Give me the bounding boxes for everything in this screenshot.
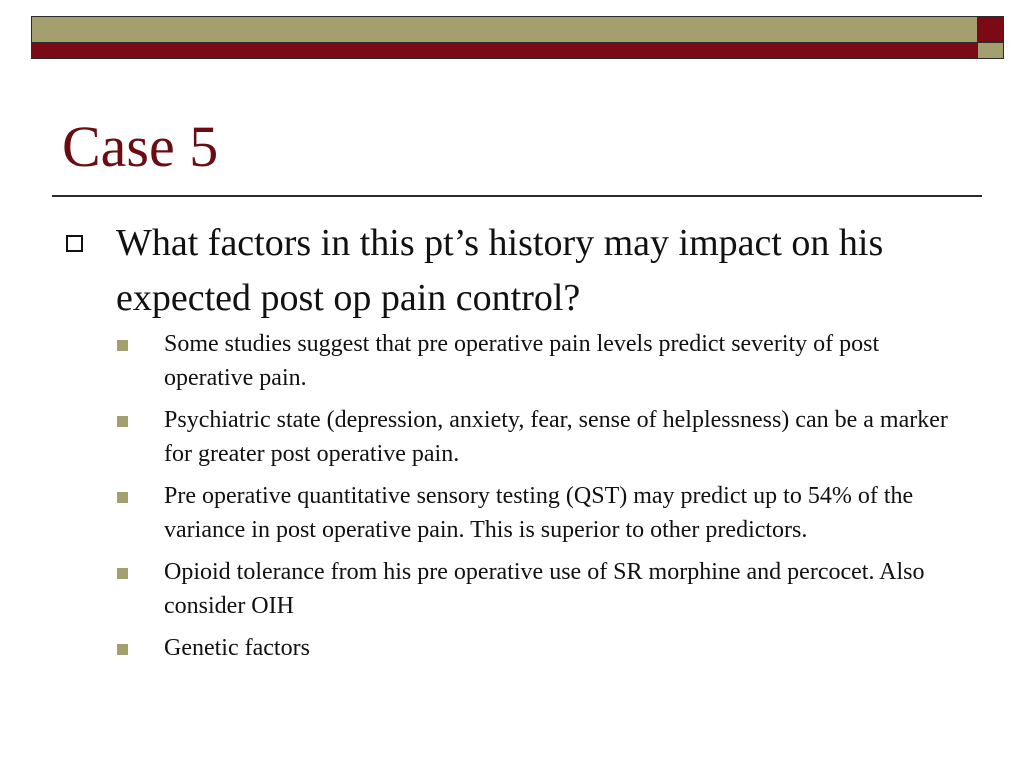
square-bullet-icon <box>117 340 128 351</box>
sub-point-text: Psychiatric state (depression, anxiety, fear, sense of helplessness) can be a marker for greater post operative pain. <box>164 407 948 467</box>
list-item <box>0 327 1024 395</box>
square-bullet-icon <box>117 568 128 579</box>
list-item <box>0 555 1024 623</box>
hollow-square-bullet-icon <box>66 235 83 252</box>
main-point: What factors in this pt’s history may impact on his expected post op pain control? <box>116 222 884 319</box>
sub-point-list <box>0 327 1024 673</box>
title-divider <box>52 195 982 197</box>
sub-point-text: Pre operative quantitative sensory testing (QST) may predict up to 54% of the variance in post operative pain. This is superior to other predictors. <box>164 483 914 543</box>
square-bullet-icon <box>117 492 128 503</box>
list-item <box>0 631 1024 665</box>
sub-point-text: Opioid tolerance from his pre operative use of SR morphine and percocet. Also consider OIH <box>164 559 925 619</box>
square-bullet-icon <box>117 644 128 655</box>
list-item <box>0 479 1024 547</box>
square-bullet-icon <box>117 416 128 427</box>
header-maroon-bar <box>31 42 978 59</box>
header-olive-bar <box>31 16 978 43</box>
slide-title: Case 5 <box>62 114 219 179</box>
sub-point-text: Genetic factors <box>164 635 310 661</box>
header-maroon-square <box>977 16 1004 43</box>
list-item <box>0 403 1024 471</box>
sub-point-text: Some studies suggest that pre operative pain levels predict severity of post operative pain. <box>164 331 880 391</box>
header-olive-square <box>977 42 1004 59</box>
